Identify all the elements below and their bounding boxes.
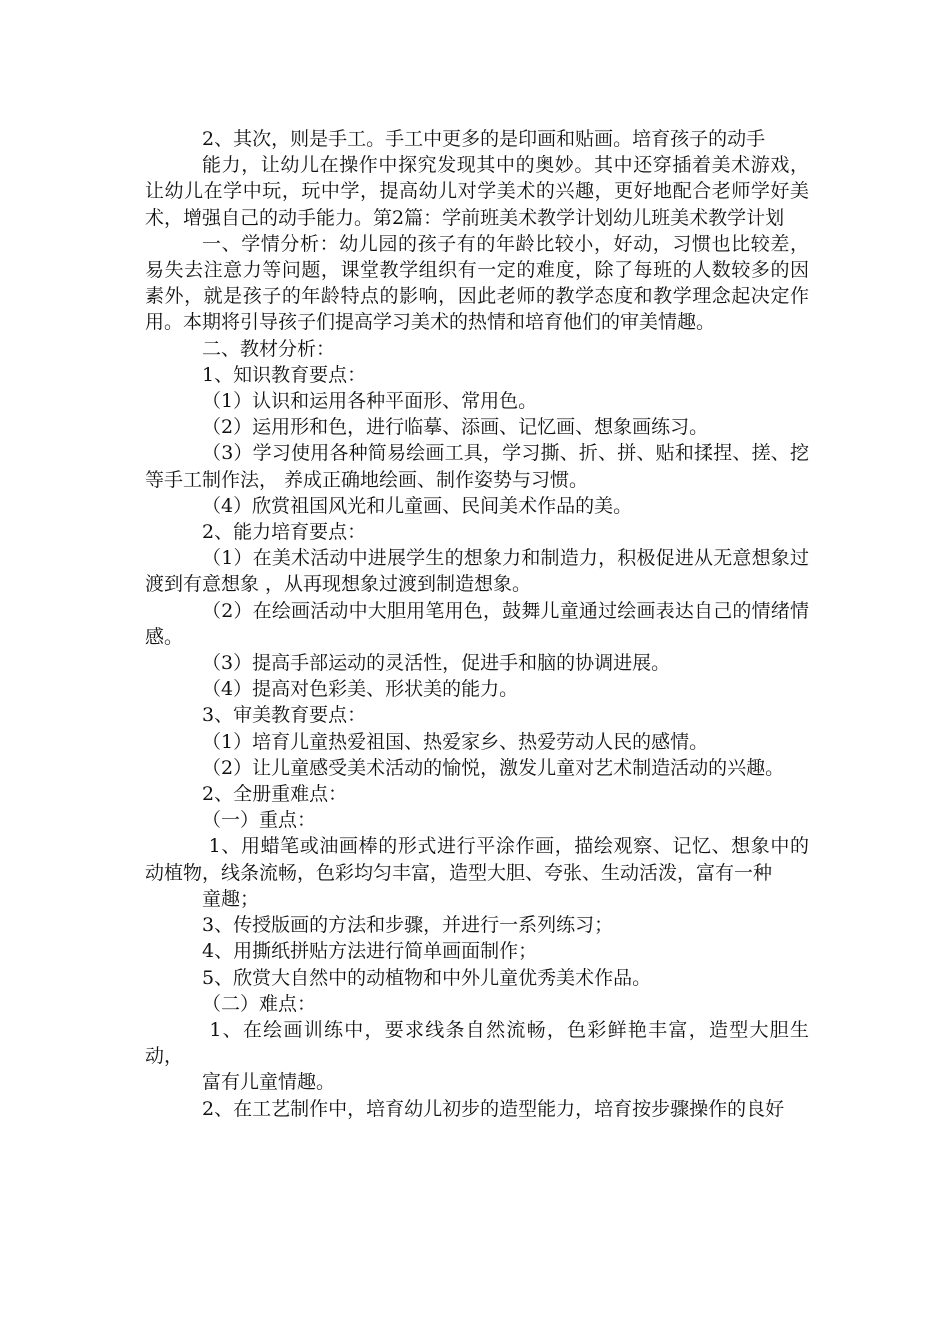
paragraph: （1）在美术活动中进展学生的想象力和制造力，积极促进从无意想象过渡到有意想象 ，从再现想象过渡到制造想象。	[145, 547, 809, 596]
paragraph: 二、教材分析：	[202, 337, 336, 360]
paragraph: （3）提高手部运动的灵活性，促进手和脑的协调进展。	[202, 652, 671, 675]
paragraph: 2、在工艺制作中，培育幼儿初步的造型能力，培育按步骤操作的良好	[202, 1097, 785, 1120]
paragraph: （4）欣赏祖国风光和儿童画、民间美术作品的美。	[202, 494, 633, 517]
paragraph: （1）培育儿童热爱祖国、热爱家乡、热爱劳动人民的感情。	[202, 730, 709, 753]
paragraph: 1、在绘画训练中，要求线条自然流畅，色彩鲜艳丰富，造型大胆生动，	[145, 1018, 810, 1068]
paragraph: （2）运用形和色，进行临摹、添画、记忆画、想象画练习。	[202, 416, 709, 439]
paragraph: 一、学情分析：幼儿园的孩子有的年龄比较小，好动，习惯也比较差，易失去注意力等问题，课堂教学组织有一定的难度，除了每班的人数较多的因素外，就是孩子的年龄特点的影响，因此老师的教学态度和教学理念起决定作用。本期将引导孩子们提高学习美术的热情和培育他们的审美情趣。	[145, 232, 809, 334]
paragraph: （2）在绘画活动中大胆用笔用色，鼓舞儿童通过绘画表达自己的情绪情感。	[145, 599, 809, 648]
paragraph: 2、其次，则是手工。手工中更多的是印画和贴画。培育孩子的动手	[202, 128, 766, 150]
paragraph: 2、能力培育要点：	[202, 521, 367, 544]
paragraph: （1）认识和运用各种平面形、常用色。	[202, 390, 538, 413]
paragraph: 4、用撕纸拼贴方法进行简单画面制作；	[202, 940, 538, 963]
paragraph: 1、用蜡笔或油画棒的形式进行平涂作画，描绘观察、记忆、想象中的动植物，线条流畅，色彩均匀丰富，造型大胆、夸张、生动活泼，富有一种	[145, 835, 809, 884]
paragraph: （二）难点：	[202, 992, 317, 1015]
document-body	[145, 126, 809, 1122]
paragraph: （4）提高对色彩美、形状美的能力。	[202, 678, 519, 701]
paragraph: （3）学习使用各种简易绘画工具，学习撕、折、拼、贴和揉捏、搓、挖等手工制作法， 养成正确地绘画、制作姿势与习惯。	[145, 442, 809, 491]
paragraph: 5、欣赏大自然中的动植物和中外儿童优秀美术作品。	[202, 966, 652, 989]
paragraph: 童趣；	[202, 887, 260, 910]
paragraph: 富有儿童情趣。	[202, 1071, 336, 1094]
paragraph: 3、审美教育要点：	[202, 704, 367, 727]
paragraph: （2）让儿童感受美术活动的愉悦，激发儿童对艺术制造活动的兴趣。	[202, 756, 785, 779]
paragraph: 1、知识教育要点：	[202, 363, 367, 386]
paragraph: 能力，让幼儿在操作中探究发现其中的奥妙。其中还穿插着美术游戏，让幼儿在学中玩，玩中学，提高幼儿对学美术的兴趣，更好地配合老师学好美术，增强自己的动手能力。第2篇：学前班美术教学计划幼儿班美术教学计划	[145, 154, 809, 229]
paragraph: 2、全册重难点：	[202, 783, 348, 806]
paragraph: 3、传授版画的方法和步骤，并进行一系列练习；	[202, 914, 614, 937]
paragraph: （一）重点：	[202, 809, 317, 832]
